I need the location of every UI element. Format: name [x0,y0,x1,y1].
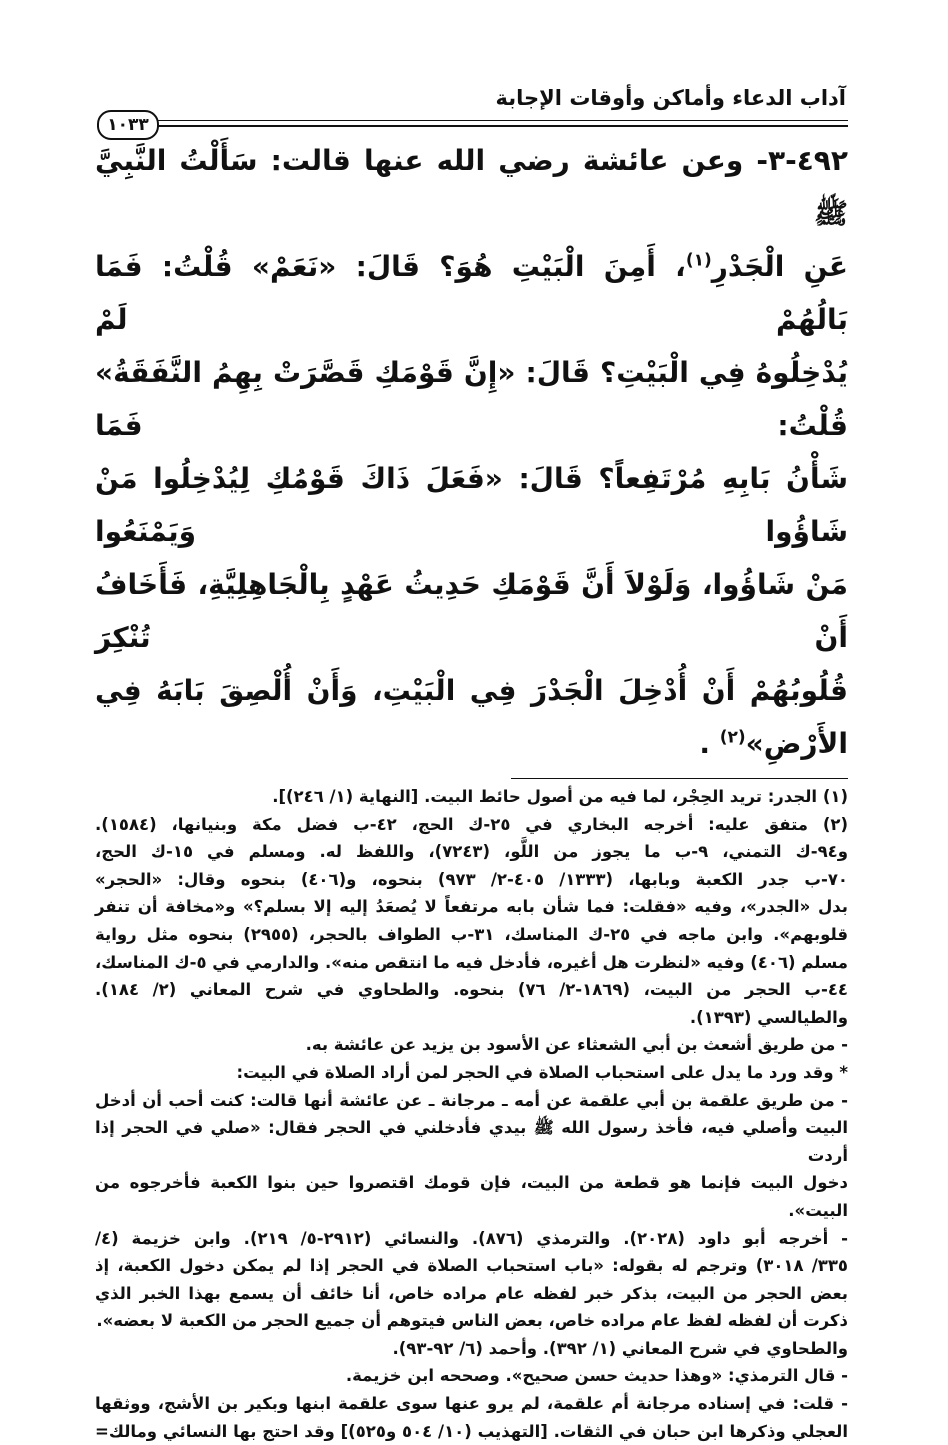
page-number: ١٠٣٣ [97,110,159,140]
header-rule [150,120,848,127]
footnote-line: - قال الترمذي: «وهذا حديث حسن صحيح». وصححه ابن خزيمة. [345,1366,848,1386]
footnote-line: قلوبهم». وابن ماجه في ٢٥-ك المناسك، ٣١-ب الطواف بالحجر، (٢٩٥٥) بنحوه مثل رواية [95,924,848,944]
footnote-line: بعض الحجر من البيت، بذكر خبر لفظه عام مراده خاص، أنا خائف أن يسمع بهذا الخبر الذي [95,1283,848,1303]
footnote-line: ٣٣٥/ ٣٠١٨) وترجم له بقوله: «باب استحباب الصلاة في الحجر إذا لم يمكن دخول الكعبة، إذ [95,1256,848,1276]
footnote-line: العجلي وذكرها ابن حبان في الثقات. [التهذيب (١٠/ ٥٠٤ و٥٢٥)] وقد احتج بها النسائي ومالك= [95,1421,848,1441]
main-text [95,134,848,770]
footnote-line: والطحاوي في شرح المعاني (١/ ٣٩٢). وأحمد (٦/ ٩٢-٩٣). [392,1338,848,1358]
footnote-line: و٩٤-ك التمني، ٩-ب ما يجوز من اللَّو، (٧٢٤٣)، واللفظ له. ومسلم في ١٥-ك الحج، [95,842,848,862]
main-line: ٤٩٢-٣- وعن عائشة رضي الله عنها قالت: سَأَلْتُ النَّبِيَّ ﷺ [95,144,848,230]
footnote-line: (٢) متفق عليه: أخرجه البخاري في ٢٥-ك الحج، ٤٢-ب فضل مكة وبنيانها، (١٥٨٤). [95,814,848,834]
footnote-marker-2[interactable]: (٢) [719,727,746,748]
footnote-marker-1[interactable]: (١) [685,250,712,271]
running-header-title: آداب الدعاء وأماكن وأوقات الإجابة [495,86,846,110]
page-body [95,134,848,1445]
main-line-text: قُلُوبُهُمْ أَنْ أُدْخِلَ الْجَدْرَ فِي الْبَيْتِ، وَأَنْ أُلْصِقَ بَابَهُ فِي الأَرْضِ» [95,674,848,760]
footnote-line: (١) الجدر: تريد الحِجْر، لما فيه من أصول حائط البيت. [النهاية (١/ ٢٤٦)]. [272,787,848,806]
main-line [95,664,848,770]
footnote-line: - قلت: في إسناده مرجانة أم علقمة، لم يرو عنها سوى علقمة ابنها وبكير بن الأشج، ووثقها [95,1394,848,1414]
footnote-line: - من طريق أشعث بن أبي الشعثاء عن الأسود بن يزيد عن عائشة به. [305,1035,848,1055]
main-line [95,240,848,346]
footnote-line: - من طريق علقمة بن أبي علقمة عن أمه ـ مرجانة ـ عن عائشة أنها قالت: كنت أحب أن أدخل [95,1090,848,1110]
footnote-line: والطيالسي (١٣٩٣). [689,1007,848,1027]
footnote-line: - أخرجه أبو داود (٢٠٢٨). والترمذي (٨٧٦). والنسائي (٢٩١٢-٥/ ٢١٩). وابن خزيمة (٤/ [95,1228,848,1248]
footnote-line: بدل «الجدر»، وفيه «فقلت: فما شأن بابه مرتفعاً لا يُصعَدُ إليه إلا بسلم؟» و«مخافة أن تنفر [95,897,848,917]
main-line-text: ، أَمِنَ الْبَيْتِ هُوَ؟ قَالَ: «نَعَمْ» قُلْتُ: فَمَا بَالُهُمْ لَمْ [95,250,848,336]
footnote-separator [511,778,848,779]
footnote-line: ذكرت أن لفظه لفظ عام مراده خاص، بعض الناس فيتوهم أن جميع الحجر من الكعبة لا بعضه». [96,1311,848,1331]
footnotes [95,783,848,1445]
main-line-text: عَنِ الْجَدْرِ [711,250,849,283]
main-line: يُدْخِلُوهُ فِي الْبَيْتِ؟ قَالَ: «إِنَّ قَوْمَكِ قَصَّرَتْ بِهِمُ النَّفَقَةُ» قُلْتُ: فَمَا [95,356,848,442]
footnote-line: مسلم (٤٠٦) وفيه «لنظرت هل أغيره، فأدخل فيه ما انتقص منه». والدارمي في ٥-ك المناسك، [95,952,849,972]
main-line-text: . [699,727,720,760]
footnote-line: * وقد ورد ما يدل على استحباب الصلاة في الحجر لمن أراد الصلاة في البيت: [236,1062,848,1082]
main-line: شَأْنُ بَابِهِ مُرْتَفِعاً؟ قَالَ: «فَعَلَ ذَاكَ قَوْمُكِ لِيُدْخِلُوا مَنْ شَاؤُوا وَيَمْنَعُوا [95,462,848,548]
main-line: مَنْ شَاؤُوا، وَلَوْلاَ أَنَّ قَوْمَكِ حَدِيثُ عَهْدٍ بِالْجَاهِلِيَّةِ، فَأَخَافُ أَنْ تُنْكِرَ [95,568,848,654]
footnote-line: البيت وأصلي فيه، فأخذ رسول الله ﷺ بيدي فأدخلني في الحجر فقال: «صلي في الحجر إذا أردت [95,1118,848,1165]
footnote-line: ٧٠-ب جدر الكعبة وبابها، (١٣٣٣/ ٤٠٥-٢/ ٩٧٣) بنحوه، و(٤٠٦) بنحوه وقال: «الحجر» [95,869,848,889]
footnote-line: ٤٤-ب الحجر من البيت، (١٨٦٩-٢/ ٧٦) بنحوه. والطحاوي في شرح المعاني (٢/ ١٨٤). [95,980,848,1000]
footnote-line: دخول البيت فإنما هو قطعة من البيت، فإن قومك اقتصروا حين بنوا الكعبة فأخرجوه من البيت». [95,1173,848,1220]
